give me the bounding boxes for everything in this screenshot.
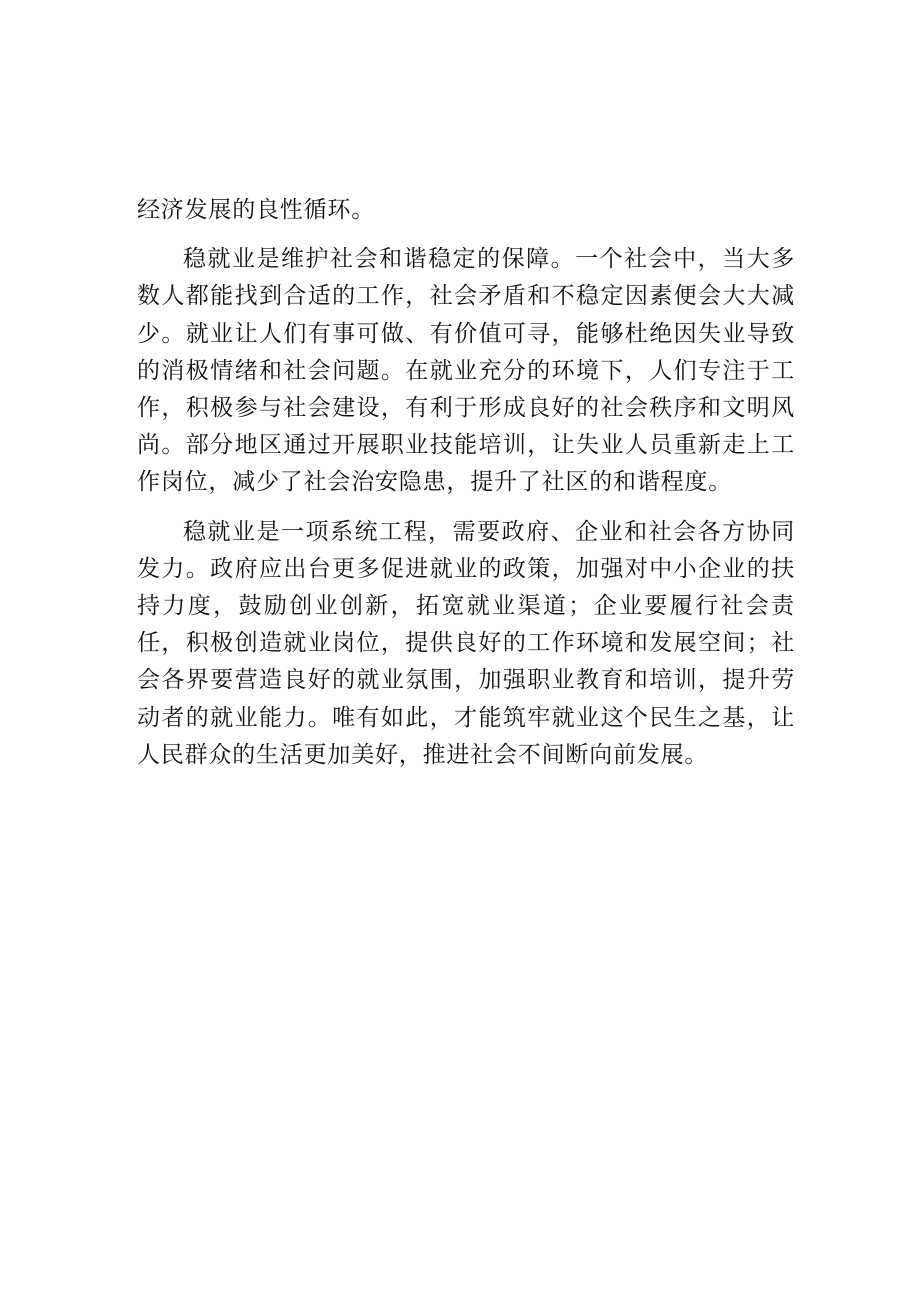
- paragraph-systematic-project: 稳就业是一项系统工程，需要政府、企业和社会各方协同发力。政府应出台更多促进就业的政策，加强对中小企业的扶持力度，鼓励创业创新，拓宽就业渠道；企业要履行社会责任，积极创造就业岗位，提供良好的工作环境和发展空间；社会各界要营造良好的就业氛围，加强职业教育和培训，提升劳动者的就业能力。唯有如此，才能筑牢就业这个民生之基，让人民群众的生活更加美好，推进社会不间断向前发展。: [137, 518, 795, 768]
- paragraph-continuation: 经济发展的良性循环。: [137, 197, 375, 223]
- paragraph-social-stability: 稳就业是维护社会和谐稳定的保障。一个社会中，当大多数人都能找到合适的工作，社会矛盾和不稳定因素便会大大减少。就业让人们有事可做、有价值可寻，能够杜绝因失业导致的消极情绪和社会问题。在就业充分的环境下，人们专注于工作，积极参与社会建设，有利于形成良好的社会秩序和文明风尚。部分地区通过开展职业技能培训，让失业人员重新走上工作岗位，减少了社会治安隐患，提升了社区的和谐程度。: [137, 246, 795, 496]
- document-body: [137, 192, 795, 786]
